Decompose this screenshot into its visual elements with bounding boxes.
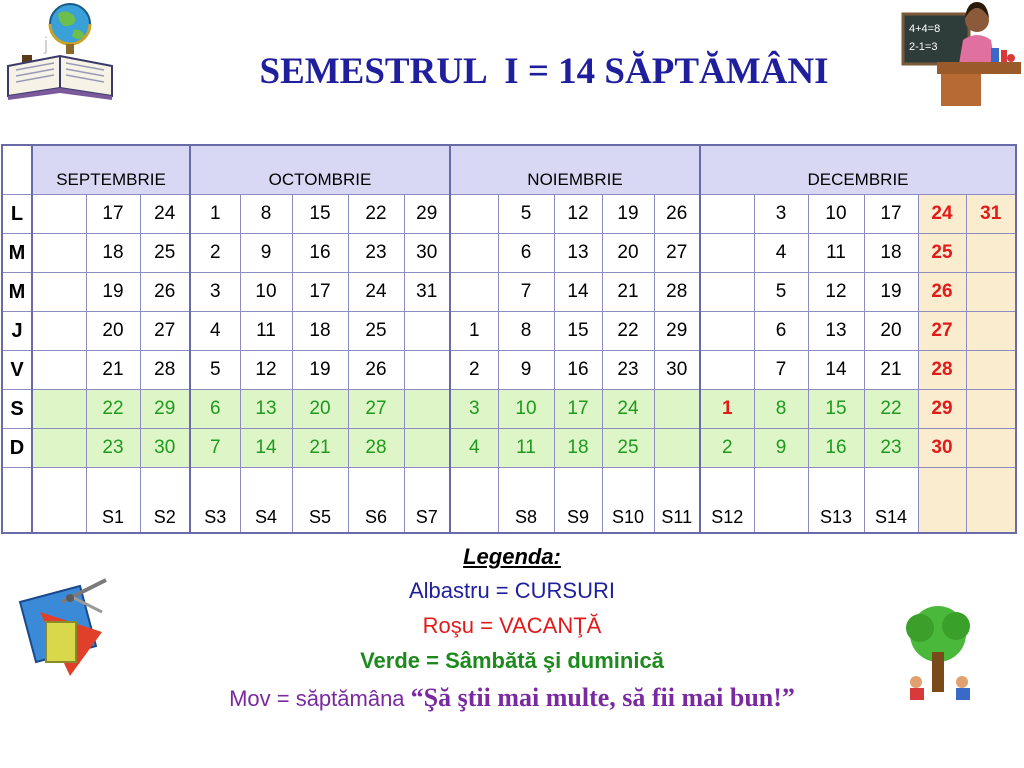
date-cell: 7 (190, 429, 240, 468)
date-cell: 18 (554, 429, 602, 468)
date-cell (700, 234, 754, 273)
legend-purple-quote: “Şă ştii mai multe, să fii mai bun!” (410, 683, 795, 712)
date-cell (700, 195, 754, 234)
date-cell (450, 195, 498, 234)
date-cell: 2 (450, 351, 498, 390)
date-cell: 30 (140, 429, 190, 468)
date-cell: 15 (808, 390, 864, 429)
date-cell: 28 (918, 351, 966, 390)
date-cell: 5 (754, 273, 808, 312)
date-cell (404, 312, 450, 351)
date-cell: 9 (240, 234, 292, 273)
date-cell (700, 312, 754, 351)
corner-cell (2, 145, 32, 195)
week-label: S13 (808, 468, 864, 534)
day-row (2, 195, 1016, 234)
month-header: NOIEMBRIE (450, 145, 700, 195)
date-cell (32, 312, 86, 351)
day-label: S (2, 390, 32, 429)
date-cell (654, 429, 700, 468)
date-cell: 28 (140, 351, 190, 390)
svg-text:j: j (44, 34, 48, 54)
date-cell (32, 390, 86, 429)
calendar-table (1, 144, 1017, 534)
week-label: S11 (654, 468, 700, 534)
date-cell: 24 (602, 390, 654, 429)
date-cell: 22 (348, 195, 404, 234)
week-label (966, 468, 1016, 534)
date-cell: 6 (498, 234, 554, 273)
date-cell: 16 (808, 429, 864, 468)
date-cell: 31 (966, 195, 1016, 234)
blackboard-text-1: 4+4=8 (909, 23, 941, 35)
date-cell: 18 (86, 234, 140, 273)
date-cell (966, 273, 1016, 312)
date-cell: 11 (808, 234, 864, 273)
week-label: S10 (602, 468, 654, 534)
day-row (2, 234, 1016, 273)
date-cell: 24 (140, 195, 190, 234)
date-cell: 4 (190, 312, 240, 351)
date-cell: 20 (864, 312, 918, 351)
week-label (918, 468, 966, 534)
date-cell: 27 (654, 234, 700, 273)
date-cell: 19 (292, 351, 348, 390)
day-row (2, 273, 1016, 312)
date-cell (404, 351, 450, 390)
date-cell: 19 (86, 273, 140, 312)
week-label: S3 (190, 468, 240, 534)
date-cell: 14 (808, 351, 864, 390)
date-cell (966, 312, 1016, 351)
legend-purple-prefix: Mov = săptămâna (229, 686, 411, 711)
date-cell: 18 (292, 312, 348, 351)
date-cell: 4 (450, 429, 498, 468)
date-cell: 19 (864, 273, 918, 312)
page-title: SEMESTRUL I = 14 SĂPTĂMÂNI (259, 51, 829, 92)
date-cell: 10 (808, 195, 864, 234)
date-cell (404, 429, 450, 468)
date-cell (966, 429, 1016, 468)
date-cell: 17 (554, 390, 602, 429)
date-cell: 17 (864, 195, 918, 234)
week-label: S2 (140, 468, 190, 534)
date-cell: 26 (918, 273, 966, 312)
legend-weekend: Verde = Sâmbătă şi duminică (360, 648, 664, 673)
date-cell: 21 (86, 351, 140, 390)
date-cell: 22 (86, 390, 140, 429)
date-cell: 26 (140, 273, 190, 312)
day-row (2, 312, 1016, 351)
day-label: M (2, 273, 32, 312)
date-cell: 18 (864, 234, 918, 273)
date-cell: 26 (348, 351, 404, 390)
date-cell: 27 (918, 312, 966, 351)
date-cell: 25 (140, 234, 190, 273)
date-cell: 3 (754, 195, 808, 234)
date-cell (450, 273, 498, 312)
date-cell: 12 (808, 273, 864, 312)
date-cell: 30 (404, 234, 450, 273)
week-label: S5 (292, 468, 348, 534)
date-cell: 21 (602, 273, 654, 312)
date-cell: 3 (450, 390, 498, 429)
legend-purple-week (0, 683, 1024, 713)
date-cell: 5 (498, 195, 554, 234)
date-cell: 9 (498, 351, 554, 390)
date-cell: 3 (190, 273, 240, 312)
date-cell: 29 (140, 390, 190, 429)
date-cell: 11 (498, 429, 554, 468)
day-label: D (2, 429, 32, 468)
date-cell: 2 (190, 234, 240, 273)
date-cell (32, 195, 86, 234)
date-cell: 25 (348, 312, 404, 351)
date-cell: 29 (404, 195, 450, 234)
date-cell: 6 (190, 390, 240, 429)
date-cell (32, 234, 86, 273)
date-cell: 2 (700, 429, 754, 468)
date-cell: 20 (292, 390, 348, 429)
week-label: S6 (348, 468, 404, 534)
date-cell: 10 (240, 273, 292, 312)
day-label: M (2, 234, 32, 273)
week-label: S4 (240, 468, 292, 534)
date-cell: 12 (554, 195, 602, 234)
week-label: S7 (404, 468, 450, 534)
date-cell: 17 (86, 195, 140, 234)
date-cell: 27 (140, 312, 190, 351)
week-label: S8 (498, 468, 554, 534)
date-cell: 27 (348, 390, 404, 429)
date-cell: 1 (700, 390, 754, 429)
date-cell: 26 (654, 195, 700, 234)
date-cell: 31 (404, 273, 450, 312)
day-label: L (2, 195, 32, 234)
book-globe-icon (0, 0, 125, 105)
date-cell (32, 351, 86, 390)
week-row-label (2, 468, 32, 534)
date-cell (700, 273, 754, 312)
date-cell: 24 (348, 273, 404, 312)
date-cell: 13 (554, 234, 602, 273)
date-cell: 6 (754, 312, 808, 351)
date-cell: 23 (86, 429, 140, 468)
week-label: S12 (700, 468, 754, 534)
date-cell: 9 (754, 429, 808, 468)
week-label (32, 468, 86, 534)
date-cell: 23 (348, 234, 404, 273)
date-cell: 7 (754, 351, 808, 390)
date-cell: 28 (654, 273, 700, 312)
date-cell: 24 (918, 195, 966, 234)
date-cell: 13 (240, 390, 292, 429)
date-cell: 13 (808, 312, 864, 351)
date-cell (404, 390, 450, 429)
date-cell: 28 (348, 429, 404, 468)
date-cell (966, 351, 1016, 390)
day-row (2, 390, 1016, 429)
date-cell (32, 429, 86, 468)
month-header: OCTOMBRIE (190, 145, 450, 195)
date-cell: 1 (450, 312, 498, 351)
date-cell: 12 (240, 351, 292, 390)
day-row (2, 429, 1016, 468)
date-cell: 21 (864, 351, 918, 390)
date-cell: 15 (554, 312, 602, 351)
date-cell: 5 (190, 351, 240, 390)
week-label (754, 468, 808, 534)
date-cell: 16 (554, 351, 602, 390)
date-cell: 17 (292, 273, 348, 312)
date-cell (966, 234, 1016, 273)
date-cell: 10 (498, 390, 554, 429)
date-cell (450, 234, 498, 273)
date-cell: 29 (918, 390, 966, 429)
week-label: S14 (864, 468, 918, 534)
month-header: DECEMBRIE (700, 145, 1016, 195)
date-cell: 8 (240, 195, 292, 234)
legend-title: Legenda: (463, 544, 561, 569)
date-cell: 16 (292, 234, 348, 273)
date-cell: 23 (864, 429, 918, 468)
day-row (2, 351, 1016, 390)
date-cell: 14 (554, 273, 602, 312)
date-cell: 8 (498, 312, 554, 351)
teacher-blackboard-icon (895, 0, 1024, 112)
day-label: V (2, 351, 32, 390)
week-label: S1 (86, 468, 140, 534)
date-cell: 20 (602, 234, 654, 273)
date-cell: 11 (240, 312, 292, 351)
date-cell: 30 (654, 351, 700, 390)
date-cell: 25 (918, 234, 966, 273)
week-label (450, 468, 498, 534)
date-cell: 4 (754, 234, 808, 273)
date-cell: 1 (190, 195, 240, 234)
date-cell (700, 351, 754, 390)
legend-courses: Albastru = CURSURI (408, 578, 615, 603)
date-cell: 25 (602, 429, 654, 468)
date-cell (32, 273, 86, 312)
date-cell: 7 (498, 273, 554, 312)
date-cell: 23 (602, 351, 654, 390)
blackboard-text-2: 2-1=3 (909, 41, 938, 53)
date-cell: 30 (918, 429, 966, 468)
date-cell: 8 (754, 390, 808, 429)
month-header: SEPTEMBRIE (32, 145, 190, 195)
day-label: J (2, 312, 32, 351)
date-cell (966, 390, 1016, 429)
date-cell: 20 (86, 312, 140, 351)
legend-vacation: Roşu = VACANŢĂ (422, 613, 602, 638)
date-cell: 22 (864, 390, 918, 429)
date-cell: 21 (292, 429, 348, 468)
date-cell: 29 (654, 312, 700, 351)
week-label: S9 (554, 468, 602, 534)
date-cell: 19 (602, 195, 654, 234)
date-cell: 15 (292, 195, 348, 234)
date-cell: 14 (240, 429, 292, 468)
date-cell (654, 390, 700, 429)
date-cell: 22 (602, 312, 654, 351)
